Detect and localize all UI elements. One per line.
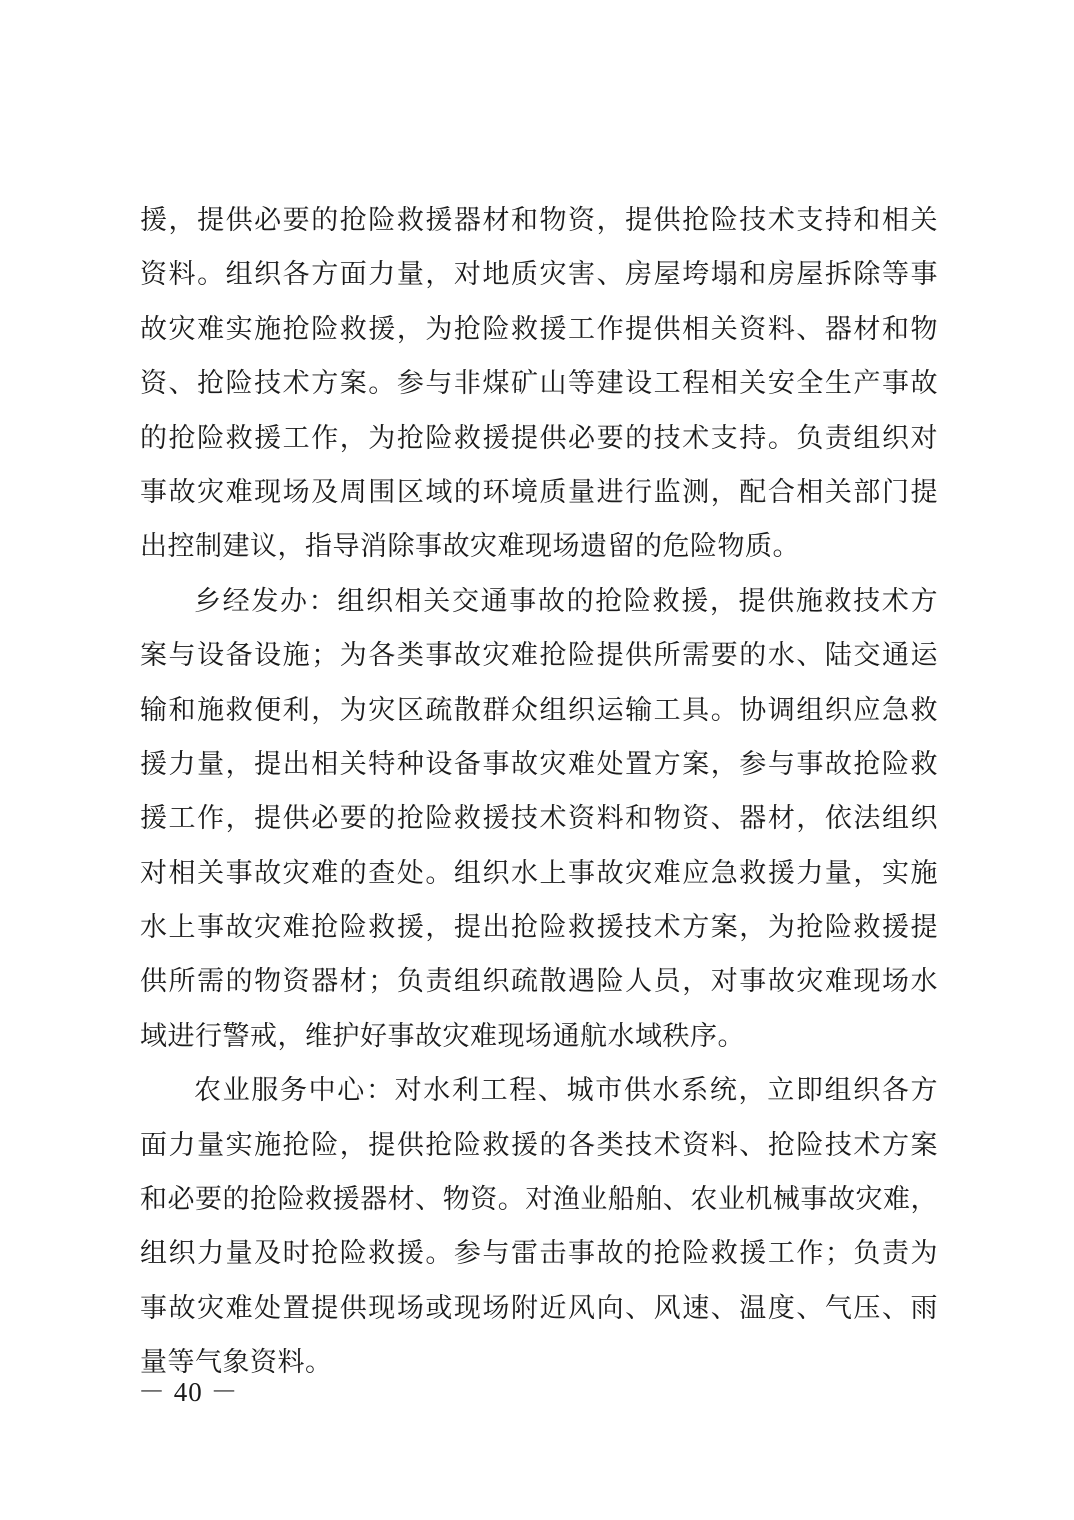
text-line: 援力量，提出相关特种设备事故灾难处置方案，参与事故抢险救 <box>140 748 938 780</box>
text-line: 援，提供必要的抢险救援器材和物资，提供抢险技术支持和相关 <box>140 205 938 236</box>
paragraph-start-line: 乡经发办：组织相关交通事故的抢险救援，提供施救技术方 <box>194 585 938 617</box>
text-line: 量等气象资料。 <box>140 1347 333 1379</box>
text-line: 组织力量及时抢险救援。参与雷击事故的抢险救援工作；负责为 <box>140 1238 938 1270</box>
paragraph-start-line: 农业服务中心：对水利工程、城市供水系统，立即组织各方 <box>194 1075 938 1107</box>
text-line: 故灾难实施抢险救援，为抢险救援工作提供相关资料、器材和物 <box>140 313 938 345</box>
text-line: 输和施救便利，为灾区疏散群众组织运输工具。协调组织应急救 <box>140 694 938 726</box>
text-line: 水上事故灾难抢险救援，提出抢险救援技术方案，为抢险救援提 <box>140 912 938 944</box>
text-line: 域进行警戒，维护好事故灾难现场通航水域秩序。 <box>140 1020 745 1052</box>
text-line: 面力量实施抢险，提供抢险救援的各类技术资料、抢险技术方案 <box>140 1129 938 1161</box>
text-line: 资、抢险技术方案。参与非煤矿山等建设工程相关安全生产事故 <box>140 368 938 400</box>
text-line: 案与设备设施；为各类事故灾难抢险提供所需要的水、陆交通运 <box>140 640 938 672</box>
text-line: 事故灾难现场及周围区域的环境质量进行监测，配合相关部门提 <box>140 476 938 508</box>
text-line: 出控制建议，指导消除事故灾难现场遗留的危险物质。 <box>140 531 800 563</box>
text-line: 资料。组织各方面力量，对地质灾害、房屋垮塌和房屋拆除等事 <box>140 259 938 291</box>
page-number: － 40 － <box>138 1377 239 1407</box>
text-line: 对相关事故灾难的查处。组织水上事故灾难应急救援力量，实施 <box>140 857 938 889</box>
document-body <box>140 194 938 1391</box>
text-line: 供所需的物资器材；负责组织疏散遇险人员，对事故灾难现场水 <box>140 966 938 998</box>
text-line: 和必要的抢险救援器材、物资。对渔业船舶、农业机械事故灾难， <box>140 1184 938 1216</box>
text-line: 事故灾难处置提供现场或现场附近风向、风速、温度、气压、雨 <box>140 1292 938 1324</box>
text-line: 的抢险救援工作，为抢险救援提供必要的技术支持。负责组织对 <box>140 422 938 454</box>
text-line: 援工作，提供必要的抢险救援技术资料和物资、器材，依法组织 <box>140 803 938 835</box>
